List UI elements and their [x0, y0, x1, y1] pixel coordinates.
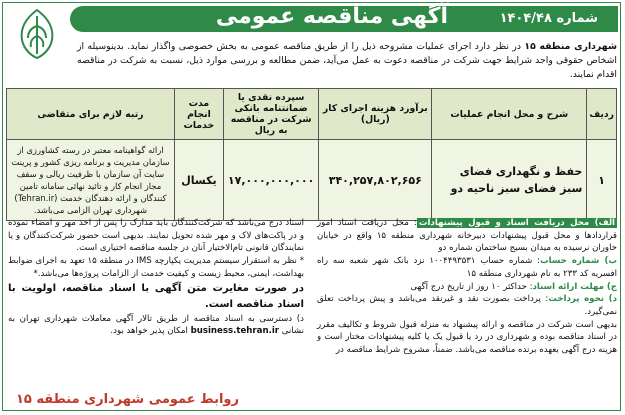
left-paragraph-2: * نظر به استقرار سیستم مدیریت یکپارچه IMS در منطقه ۱۵ تعهد به اجرای ضوابط بهداشت، ایمنی، محیط زیست و کیفیت خدمت از الزامات پروژه‌ها می‌باشد.* [8, 256, 305, 279]
row-desc: حفظ و نگهداری فضای سبز فضای سبز ناحیه دو [432, 140, 587, 221]
header-banner [70, 6, 618, 32]
access-text-pre: د) دسترسی به اسناد مناقصه از طریق تالار آگهی معاملات شهرداری تهران به نشانی [8, 313, 304, 337]
row-num: ۱ [587, 140, 617, 221]
row-rank: ارائه گواهینامه معتبر در رسته کشاورزی از سازمان مدیریت و برنامه ریزی کشور و پرینت سایت آن سازمان با ظرفیت ریالی و سقف مجاز انجام کار و تائید نهائی سامانه تامین کنندگان و ارائه دهندگان خدمت (Tehran.ir) شهرداری تهران الزامی می‌باشد. [7, 140, 175, 221]
conditions-left-column [8, 217, 304, 338]
table-row [7, 140, 617, 221]
conditions-right-column [317, 217, 617, 357]
condition-a-text: : محل دریافت اسناد امور قراردادها و محل قبول پیشنهادات دبیرخانه شهرداری منطقه ۱۵ واقع در خیابان خاوران نرسیده به میدان بسیج ساختمان شماره دو [317, 218, 617, 254]
header-desc: شرح و محل انجام عملیات [432, 89, 587, 140]
header-deposit: سپرده نقدی یا ضمانتنامه بانکی شرکت در مناقصه به ریال [223, 89, 318, 140]
issuer-name: شهرداری منطقه ۱۵ [524, 41, 617, 52]
ad-number: شماره ۱۴۰۴/۴۸ [499, 11, 598, 26]
intro-text: در نظر دارد اجرای عملیات مشروحه ذیل را از طریق مناقصه عمومی به بخش خصوصی واگذار نماید. بدینوسیله از اشخاص حقوقی واجد شرایط جهت شرکت در مناقصه دعوت به عمل می‌آید، ضمن مطالعه و بررسی موارد ذیل، نسبت به شرکت در مناقصه اقدام نمایند. [77, 41, 617, 80]
condition-c [317, 281, 617, 294]
header-estimate: برآورد هزینه اجرای کار (ریال) [319, 89, 432, 140]
left-paragraph-1: اسناد درج می‌باشد که شرکت‌کنندگان باید مدارک را پس از اخذ مهر و امضاء نموده و در پاکت‌های لاک و مهر شده تحویل نمایند. بدیهی است حضور شرکت‌کنندگان و یا نمایندگان قانونی تام‌الاختیار آنان در جلسه مناقصه اختیاری است. [8, 218, 304, 254]
condition-d [317, 293, 617, 318]
row-deposit: ۱۷,۰۰۰,۰۰۰,۰۰۰ [223, 140, 318, 221]
tehran-municipality-emblem-icon [8, 4, 66, 62]
condition-b [317, 255, 617, 280]
condition-b-label: ب) شماره حساب [540, 256, 618, 267]
business-url-link[interactable]: business.tehran.ir [190, 326, 280, 337]
tender-table [6, 88, 617, 221]
table-header-row [7, 89, 617, 140]
intro-paragraph [77, 40, 617, 82]
row-estimate: ۳۴۰,۲۵۷,۸۰۲,۶۵۶ [319, 140, 432, 221]
header-duration: مدت انجام خدمات [174, 89, 223, 140]
condition-c-text: : حداکثر ۱۰ روز از تاریخ درج آگهی [410, 281, 533, 292]
header-rank: رتبه لازم برای متقاضی [7, 89, 175, 140]
condition-d-label: د) نحوه پرداخت [548, 294, 617, 305]
header-row-num: ردیف [587, 89, 617, 140]
footer-signature: روابط عمومی شهرداری منطقه ۱۵ [16, 392, 239, 407]
condition-e: بدیهی است شرکت در مناقصه و ارائه پیشنهاد به منزله قبول شروط و تکالیف مقرر در اسناد مناقصه بوده و شهرداری در رد یا قبول یک یا کلیه پیشنهادات مختار است و هزینه درج آگهی بعهده برنده مناقصه می‌باشد. ضمناً، مشروح شرایط مناقصه در [317, 319, 617, 356]
access-text-post: امکان پذیر خواهد بود. [110, 326, 191, 337]
condition-a [317, 217, 617, 255]
priority-notice: در صورت مغایرت متن آگهی با اسناد مناقصه، اولویت با اسناد مناقصه است. [8, 282, 304, 310]
left-paragraph-3 [8, 313, 304, 338]
ad-title: آگهی مناقصه عمومی [215, 4, 448, 29]
condition-a-label: الف) محل دریافت اسناد و قبول پیشنهادات [418, 218, 615, 228]
condition-d-text: : پرداخت بصورت نقد و غیرنقد می‌باشد و پیش پرداخت تعلق نمی‌گیرد. [317, 294, 617, 317]
row-duration: یکسال [174, 140, 223, 221]
condition-b-text: : شماره حساب ۱۰۰۴۴۹۳۵۳۱ نزد بانک شهر شعبه سه راه افسریه کد ۲۳۳ به نام شهرداری منطقه ۱۵ [317, 256, 617, 279]
condition-c-label: ج) مهلت ارائه اسناد [532, 281, 617, 292]
